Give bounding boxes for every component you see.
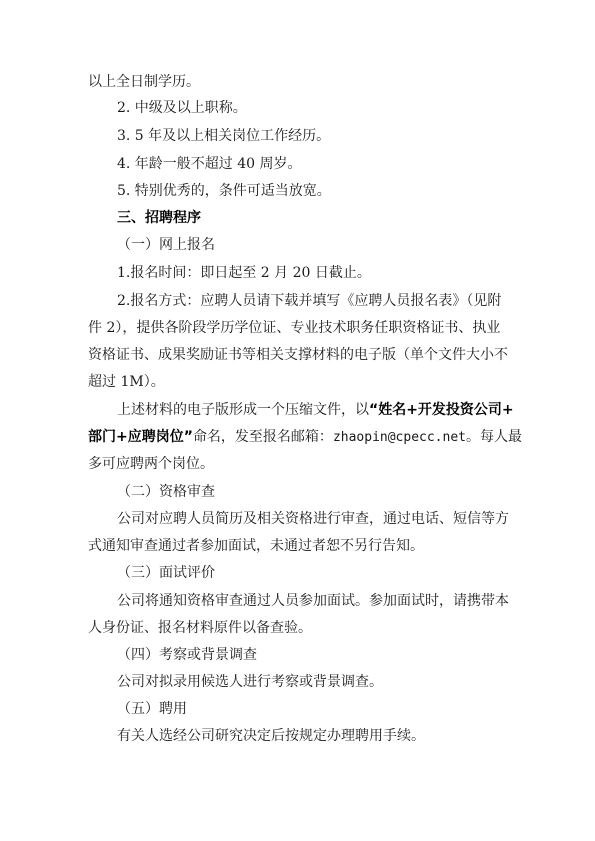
registration-time: 1.报名时间：即日起至 2 月 20 日截止。 [117,265,371,281]
registration-method-line: 件 2），提供各阶段学历学位证、专业技术职务任职资格证书、执业 [88,320,501,336]
requirement-item-3: 3. 5 年及以上相关岗位工作经历。 [117,128,331,144]
qualification-review-line: 式通知审查通过者参加面试，未通过者恕不另行告知。 [88,538,424,554]
file-naming-text: 命名，发至报名邮箱： [192,429,333,445]
registration-email[interactable]: zhaopin@cpecc.net [332,430,466,445]
file-naming-paragraph-line-1 [117,400,514,420]
subsection-heading-employment: （五）聘用 [117,701,187,717]
file-naming-paragraph-line-3: 多可应聘两个岗位。 [88,456,214,472]
close-quote: ” [183,429,193,445]
registration-method-line: 资格证书、成果奖励证书等相关支撑材料的电子版（单个文件大小不 [88,347,508,363]
requirement-item-5: 5. 特别优秀的，条件可适当放宽。 [117,183,331,199]
requirement-item-2: 2. 中级及以上职称。 [117,100,247,116]
subsection-heading-background-check: （四）考察或背景调查 [117,647,257,663]
open-quote: “ [369,402,379,418]
requirement-continuation: 以上全日制学历。 [88,74,200,90]
subsection-heading-qualification-review: （二）资格审查 [117,484,215,500]
qualification-review-line: 公司对应聘人员简历及相关资格进行审查，通过电话、短信等方 [117,511,509,527]
file-naming-format: 姓名+开发投资公司+ [378,402,514,418]
file-naming-text: 。每人最 [466,429,522,445]
registration-method-line: 超过 1M）。 [88,374,165,390]
employment-line: 有关人选经公司研究决定后按规定办理聘用手续。 [117,728,425,744]
file-naming-paragraph-line-2 [88,427,522,448]
registration-method-line: 2.报名方式：应聘人员请下载并填写《应聘人员报名表》（见附 [117,293,502,309]
requirement-item-4: 4. 年龄一般不超过 40 周岁。 [117,156,302,172]
interview-line: 人身份证、报名材料原件以备查验。 [88,620,312,636]
interview-line: 公司将通知资格审查通过人员参加面试。参加面试时，请携带本 [117,593,509,609]
file-naming-format: 部门+应聘岗位 [88,429,184,445]
section-heading-recruitment-procedure: 三、招聘程序 [117,210,201,226]
subsection-heading-online-registration: （一）网上报名 [117,237,215,253]
background-check-line: 公司对拟录用候选人进行考察或背景调查。 [117,674,383,690]
subsection-heading-interview: （三）面试评价 [117,565,215,581]
file-naming-text: 上述材料的电子版形成一个压缩文件，以 [117,402,369,418]
